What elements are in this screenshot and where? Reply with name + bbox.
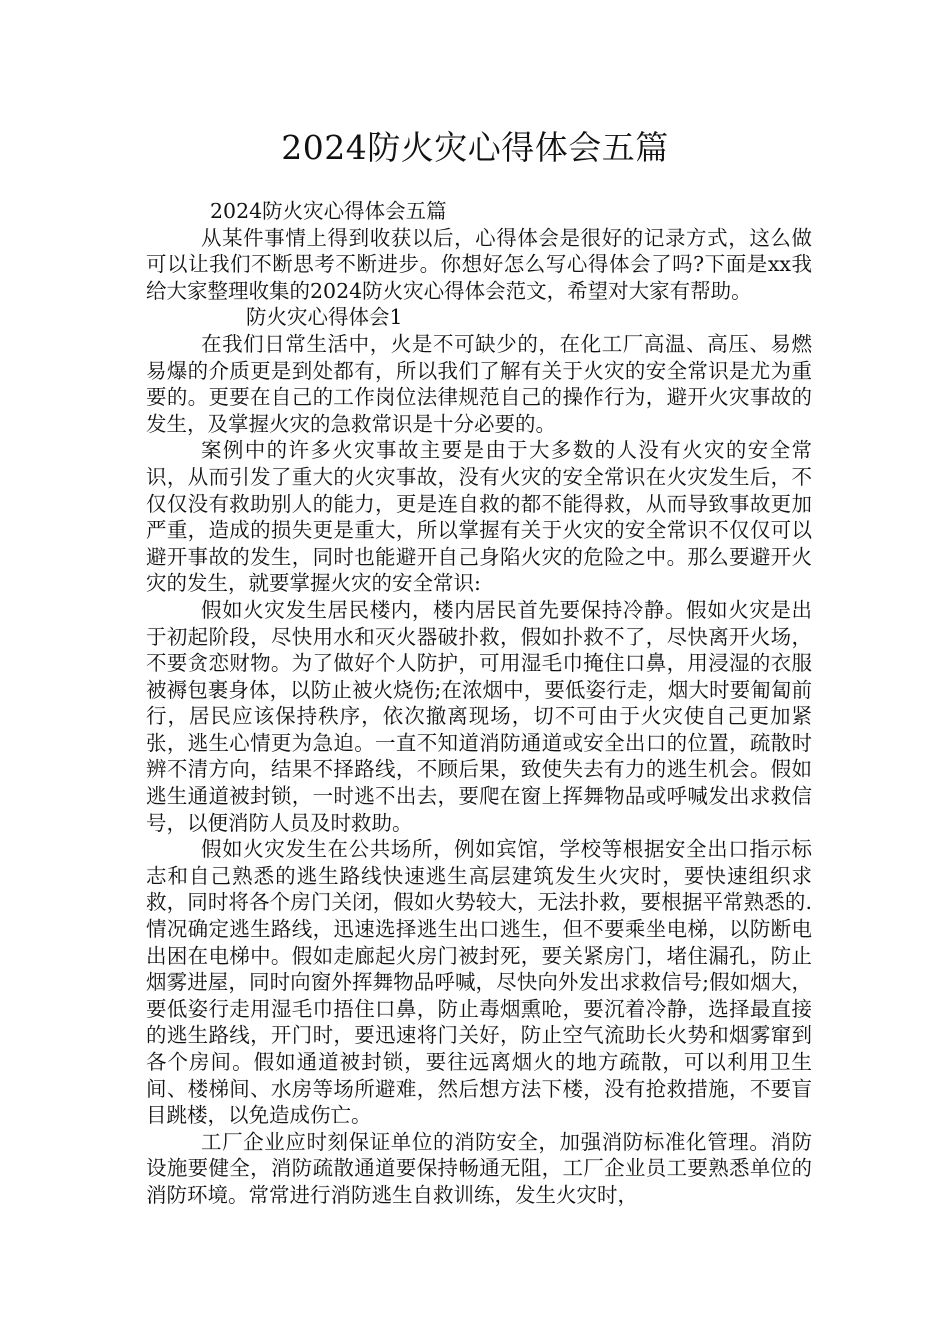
document-title: 2024防火灾心得体会五篇 xyxy=(281,128,669,167)
body-paragraph: 假如火灾发生在公共场所，例如宾馆，学校等根据安全出口指示标志和自己熟悉的逃生路线快速逃生高层建筑发生火灾时，要快速组织求救，同时将各个房门关闭，假如火势较大，无法扑救，要根据平常熟悉的.情况确定逃生路线，迅速选择逃生出口逃生，但不要乘坐电梯，以防断电出困在电梯中。假如走廊起火房门被封死，要关紧房门，堵住漏孔，防止烟雾进屋，同时向窗外挥舞物品呼喊，尽快向外发出求救信号;假如烟大，要低姿行走用湿毛巾捂住口鼻，防止毒烟熏呛，要沉着冷静，选择最直接的逃生路线，开门时，要迅速将门关好，防止空气流助长火势和烟雾窜到各个房间。假如通道被封锁，要往远离烟火的地方疏散，可以利用卫生间、楼梯间、水房等场所避难，然后想方法下楼，没有抢救措施，不要盲目跳楼，以免造成伤亡。 xyxy=(146,837,812,1128)
intro-paragraph: 从某件事情上得到收获以后，心得体会是很好的记录方式，这么做可以让我们不断思考不断进步。你想好怎么写心得体会了吗?下面是xx我给大家整理收集的2024防火灾心得体会范文，希望对大家有帮助。 xyxy=(146,225,812,303)
body-paragraph: 案例中的许多火灾事故主要是由于大多数的人没有火灾的安全常识，从而引发了重大的火灾事故，没有火灾的安全常识在火灾发生后，不仅仅没有救助别人的能力，更是连自救的都不能得救，从而导致事故更加严重，造成的损失更是重大，所以掌握有关于火灾的安全常识不仅仅可以避开事故的发生，同时也能避开自己身陷火灾的危险之中。那么要避开火灾的发生，就要掌握火灾的安全常识: xyxy=(146,438,812,596)
section-heading: 防火灾心得体会1 xyxy=(246,305,403,330)
document-subtitle: 2024防火灾心得体会五篇 xyxy=(210,199,447,223)
document-body xyxy=(146,198,812,1209)
body-paragraph: 假如火灾发生居民楼内，楼内居民首先要保持冷静。假如火灾是出于初起阶段，尽快用水和灭火器破扑救，假如扑救不了，尽快离开火场，不要贪恋财物。为了做好个人防护，可用湿毛巾掩住口鼻，用浸湿的衣服被褥包裹身体，以防止被火烧伤;在浓烟中，要低姿行走，烟大时要匍匐前行，居民应该保持秩序，依次撤离现场，切不可由于火灾使自己更加紧张，逃生心情更为急迫。一直不知道消防通道或安全出口的位置，疏散时辨不清方向，结果不择路线，不顾后果，致使失去有力的逃生机会。假如逃生通道被封锁，一时逃不出去，要爬在窗上挥舞物品或呼喊发出求救信号，以便消防人员及时救助。 xyxy=(146,597,812,835)
body-paragraph: 工厂企业应时刻保证单位的消防安全，加强消防标准化管理。消防设施要健全，消防疏散通道要保持畅通无阻，工厂企业员工要熟悉单位的消防环境。常常进行消防逃生自救训练，发生火灾时， xyxy=(146,1129,812,1207)
body-paragraph: 在我们日常生活中，火是不可缺少的，在化工厂高温、高压、易燃易爆的介质更是到处都有，所以我们了解有关于火灾的安全常识是尤为重要的。更要在自己的工作岗位法律规范自己的操作行为，避开火灾事故的发生，及掌握火灾的急救常识是十分必要的。 xyxy=(146,331,812,436)
